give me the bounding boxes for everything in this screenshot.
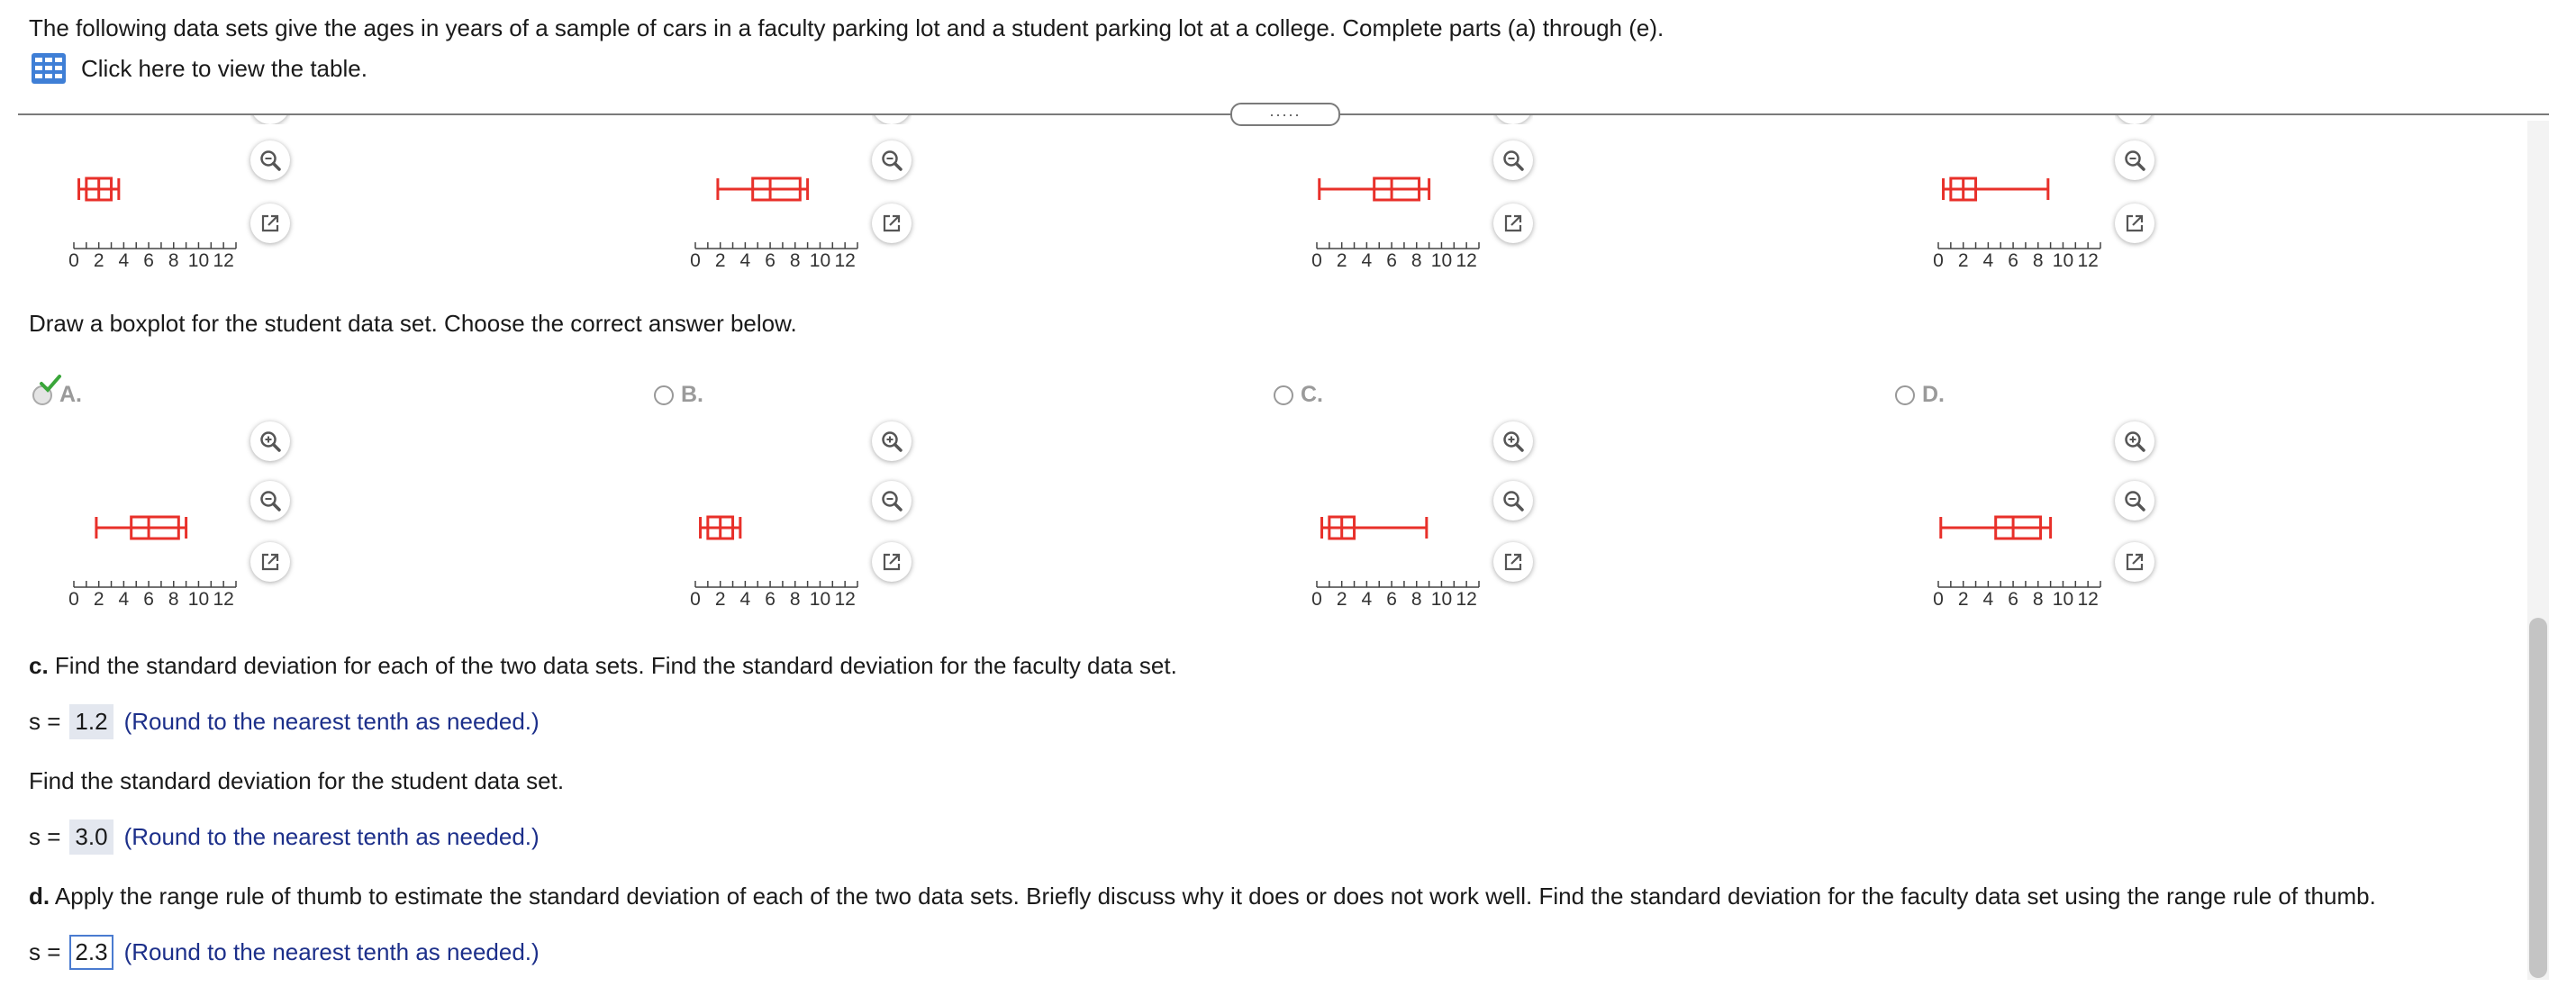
tick-label: 6 <box>765 589 776 610</box>
zoom-out-icon <box>879 488 904 513</box>
tick-label: 8 <box>2032 589 2044 610</box>
tick-label: 4 <box>1361 250 1373 271</box>
s-label: s = <box>29 708 61 735</box>
zoom-out-button[interactable] <box>872 481 912 521</box>
tick-label: 6 <box>143 589 154 610</box>
tick-label: 0 <box>690 589 701 610</box>
tick-label: 0 <box>1933 250 1944 271</box>
student-sd-answer <box>29 819 540 855</box>
option-c[interactable] <box>1274 382 1323 408</box>
tick-label: 2 <box>714 250 726 271</box>
zoom-in-icon <box>258 429 283 454</box>
part-b-prompt: Draw a boxplot for the student data set. Choose the correct answer below. <box>29 310 797 337</box>
scrollbar-thumb[interactable] <box>2529 618 2547 978</box>
tick-label: 4 <box>739 589 751 610</box>
option-d-boxplot-panel <box>1927 421 2396 638</box>
top-boxplot-panel-1 <box>63 117 531 333</box>
tick-label: 8 <box>1410 589 1422 610</box>
tick-label: 8 <box>2032 250 2044 271</box>
popout-icon <box>879 549 904 575</box>
option-d-label: D. <box>1922 382 1945 407</box>
option-c-label: C. <box>1301 382 1323 407</box>
checkmark-icon <box>38 373 63 394</box>
option-b-boxplot-panel <box>685 421 1153 638</box>
tick-label: 10 <box>809 589 831 610</box>
zoom-in-icon <box>2122 429 2147 454</box>
tick-label: 10 <box>2052 250 2074 271</box>
tick-label: 6 <box>2008 250 2018 271</box>
zoom-in-button[interactable] <box>872 421 912 461</box>
popout-button[interactable] <box>250 542 290 582</box>
student-sd-field[interactable]: 3.0 <box>69 819 113 855</box>
popout-icon <box>1501 549 1526 575</box>
faculty-sd-field[interactable]: 1.2 <box>69 704 113 739</box>
s-label: s = <box>29 823 61 850</box>
tick-label: 6 <box>2008 589 2018 610</box>
tick-label: 4 <box>118 589 130 610</box>
round-hint: (Round to the nearest tenth as needed.) <box>123 708 540 735</box>
option-a-label: A. <box>59 382 82 407</box>
popout-button[interactable] <box>1493 542 1533 582</box>
tick-label: 2 <box>1336 250 1347 271</box>
zoom-in-button[interactable] <box>1493 421 1533 461</box>
tick-label: 0 <box>68 589 79 610</box>
divider-drag-handle[interactable]: ..... <box>1230 103 1340 126</box>
tick-label: 8 <box>168 250 179 271</box>
popout-icon <box>879 211 904 236</box>
tick-label: 6 <box>1386 250 1397 271</box>
tick-label: 0 <box>1933 589 1944 610</box>
tick-label: 2 <box>714 589 726 610</box>
option-d[interactable] <box>1895 382 1945 408</box>
popout-button[interactable] <box>872 204 912 243</box>
tick-label: 12 <box>834 589 856 610</box>
popout-icon <box>2122 549 2147 575</box>
zoom-out-icon <box>1501 488 1526 513</box>
range-rule-answer <box>29 935 540 970</box>
zoom-in-button[interactable] <box>250 421 290 461</box>
tick-label: 4 <box>1982 589 1994 610</box>
tick-label: 12 <box>2077 589 2099 610</box>
tick-label: 12 <box>834 250 856 271</box>
question-intro: The following data sets give the ages in years of a sample of cars in a faculty parking lot and a student parking lot at a college. Complete parts (a) through (e). <box>29 14 1664 41</box>
faculty-sd-answer <box>29 704 540 739</box>
s-label: s = <box>29 938 61 965</box>
option-d-radio[interactable] <box>1895 385 1915 405</box>
popout-icon <box>258 211 283 236</box>
option-b-label: B. <box>681 382 703 407</box>
tick-label: 0 <box>68 250 79 271</box>
tick-label: 12 <box>1456 589 1477 610</box>
zoom-out-icon <box>1501 148 1526 173</box>
tick-label: 10 <box>187 589 210 610</box>
part-d-label: d. <box>29 883 50 910</box>
tick-label: 0 <box>690 250 701 271</box>
tick-label: 6 <box>143 250 154 271</box>
option-c-radio[interactable] <box>1274 385 1293 405</box>
tick-label: 8 <box>168 589 179 610</box>
top-boxplot-panel-2 <box>685 117 1153 333</box>
round-hint: (Round to the nearest tenth as needed.) <box>123 938 540 965</box>
zoom-in-button[interactable] <box>2115 421 2154 461</box>
tick-label: 8 <box>1410 250 1422 271</box>
tick-label: 4 <box>739 250 751 271</box>
tick-label: 2 <box>93 589 104 610</box>
popout-button[interactable] <box>1493 204 1533 243</box>
part-c-prompt <box>29 652 1177 680</box>
view-table-label: Click here to view the table. <box>81 54 367 82</box>
popout-icon <box>2122 211 2147 236</box>
tick-label: 4 <box>118 250 130 271</box>
tick-label: 12 <box>1456 250 1477 271</box>
range-rule-sd-input[interactable]: 2.3 <box>69 935 113 970</box>
zoom-out-button[interactable] <box>2115 481 2154 521</box>
zoom-out-icon <box>2122 148 2147 173</box>
popout-button[interactable] <box>2115 542 2154 582</box>
zoom-out-button[interactable] <box>2115 140 2154 180</box>
tick-label: 10 <box>809 250 831 271</box>
option-a-boxplot-panel <box>63 421 531 638</box>
top-boxplot-panel-3 <box>1306 117 1774 333</box>
tick-label: 12 <box>213 589 234 610</box>
option-b[interactable] <box>654 382 703 408</box>
tick-label: 6 <box>1386 589 1397 610</box>
zoom-out-button[interactable] <box>1493 481 1533 521</box>
top-boxplot-panel-4 <box>1927 117 2396 333</box>
zoom-out-button[interactable] <box>872 140 912 180</box>
popout-button[interactable] <box>2115 204 2154 243</box>
zoom-out-button[interactable] <box>250 140 290 180</box>
zoom-out-icon <box>258 488 283 513</box>
option-c-boxplot-panel <box>1306 421 1774 638</box>
popout-icon <box>258 549 283 575</box>
tick-label: 4 <box>1361 589 1373 610</box>
part-c-text: Find the standard deviation for each of the two data sets. Find the standard deviation for the faculty data set. <box>54 652 1177 679</box>
option-a[interactable] <box>32 382 82 408</box>
zoom-out-icon <box>879 148 904 173</box>
zoom-in-icon <box>879 429 904 454</box>
popout-icon <box>1501 211 1526 236</box>
tick-label: 10 <box>2052 589 2074 610</box>
tick-label: 2 <box>93 250 104 271</box>
tick-label: 8 <box>789 250 801 271</box>
tick-label: 2 <box>1957 250 1969 271</box>
round-hint: (Round to the nearest tenth as needed.) <box>123 823 540 850</box>
zoom-out-button[interactable] <box>250 481 290 521</box>
tick-label: 0 <box>1311 589 1322 610</box>
tick-label: 10 <box>1430 250 1453 271</box>
tick-label: 10 <box>187 250 210 271</box>
student-sd-prompt: Find the standard deviation for the student data set. <box>29 767 565 794</box>
popout-button[interactable] <box>250 204 290 243</box>
zoom-out-button[interactable] <box>1493 140 1533 180</box>
tick-label: 4 <box>1982 250 1994 271</box>
part-c-label: c. <box>29 652 49 679</box>
option-b-radio[interactable] <box>654 385 674 405</box>
tick-label: 12 <box>2077 250 2099 271</box>
tick-label: 0 <box>1311 250 1322 271</box>
zoom-out-icon <box>2122 488 2147 513</box>
zoom-in-icon <box>1501 429 1526 454</box>
tick-label: 8 <box>789 589 801 610</box>
tick-label: 2 <box>1957 589 1969 610</box>
zoom-out-icon <box>258 148 283 173</box>
tick-label: 6 <box>765 250 776 271</box>
view-table-link[interactable] <box>31 52 367 85</box>
part-d-prompt <box>29 883 2376 910</box>
table-grid-icon <box>31 52 67 85</box>
tick-label: 10 <box>1430 589 1453 610</box>
part-d-text: Apply the range rule of thumb to estimate the standard deviation of each of the two data sets. Briefly discuss why it does or does not work well. Find the standard deviation for the faculty data set using the range rule of thumb. <box>54 883 2376 910</box>
tick-label: 12 <box>213 250 234 271</box>
popout-button[interactable] <box>872 542 912 582</box>
tick-label: 2 <box>1336 589 1347 610</box>
